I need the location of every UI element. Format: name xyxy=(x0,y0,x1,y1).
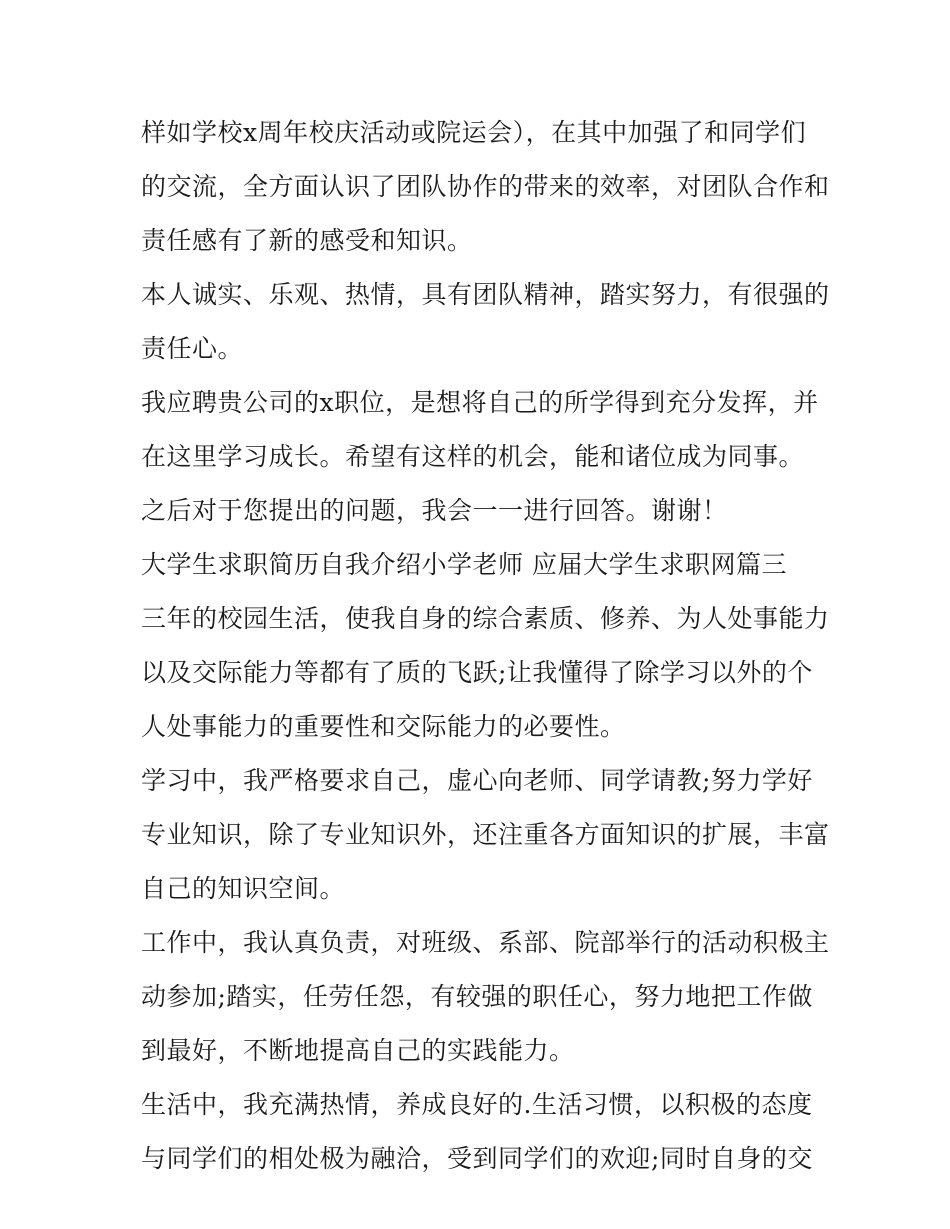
text-line: 的交流，全方面认识了团队协作的带来的效率，对团队合作和 xyxy=(141,172,830,201)
text-line: 三年的校园生活，使我自身的综合素质、修养、为人处事能力 xyxy=(141,604,830,633)
text-line: 样如学校x周年校庆活动或院运会），在其中加强了和同学们 xyxy=(141,118,807,147)
text-line: 责任感有了新的感受和知识。 xyxy=(141,226,473,255)
text-line: 自己的知识空间。 xyxy=(141,874,346,903)
text-line: 到最好，不断地提高自己的实践能力。 xyxy=(141,1036,575,1065)
text-line: 在这里学习成长。希望有这样的机会，能和诸位成为同事。 xyxy=(141,442,805,471)
text-line: 之后对于您提出的问题，我会一一进行回答。谢谢！ xyxy=(141,496,728,525)
text-line: 工作中，我认真负责，对班级、系部、院部举行的活动积极主 xyxy=(141,928,830,957)
text-line: 生活中，我充满热情，养成良好的.生活习惯，以积极的态度 xyxy=(141,1090,813,1119)
text-line: 专业知识，除了专业知识外，还注重各方面知识的扩展，丰富 xyxy=(141,820,830,849)
text-line: 学习中，我严格要求自己，虚心向老师、同学请教;努力学好 xyxy=(141,766,813,795)
section-heading: 大学生求职简历自我介绍小学老师 应届大学生求职网篇三 xyxy=(141,550,787,579)
text-line: 责任心。 xyxy=(141,334,244,363)
text-line: 以及交际能力等都有了质的飞跃;让我懂得了除学习以外的个 xyxy=(141,658,813,687)
text-line: 我应聘贵公司的x职位，是想将自己的所学得到充分发挥，并 xyxy=(141,388,819,417)
text-line: 与同学们的相处极为融洽，受到同学们的欢迎;同时自身的交 xyxy=(141,1144,813,1173)
text-line: 本人诚实、乐观、热情，具有团队精神，踏实努力，有很强的 xyxy=(141,280,830,309)
text-line: 动参加;踏实，任劳任怨，有较强的职任心，努力地把工作做 xyxy=(141,982,813,1011)
document-body xyxy=(141,106,830,1186)
text-line: 人处事能力的重要性和交际能力的必要性。 xyxy=(141,712,626,741)
